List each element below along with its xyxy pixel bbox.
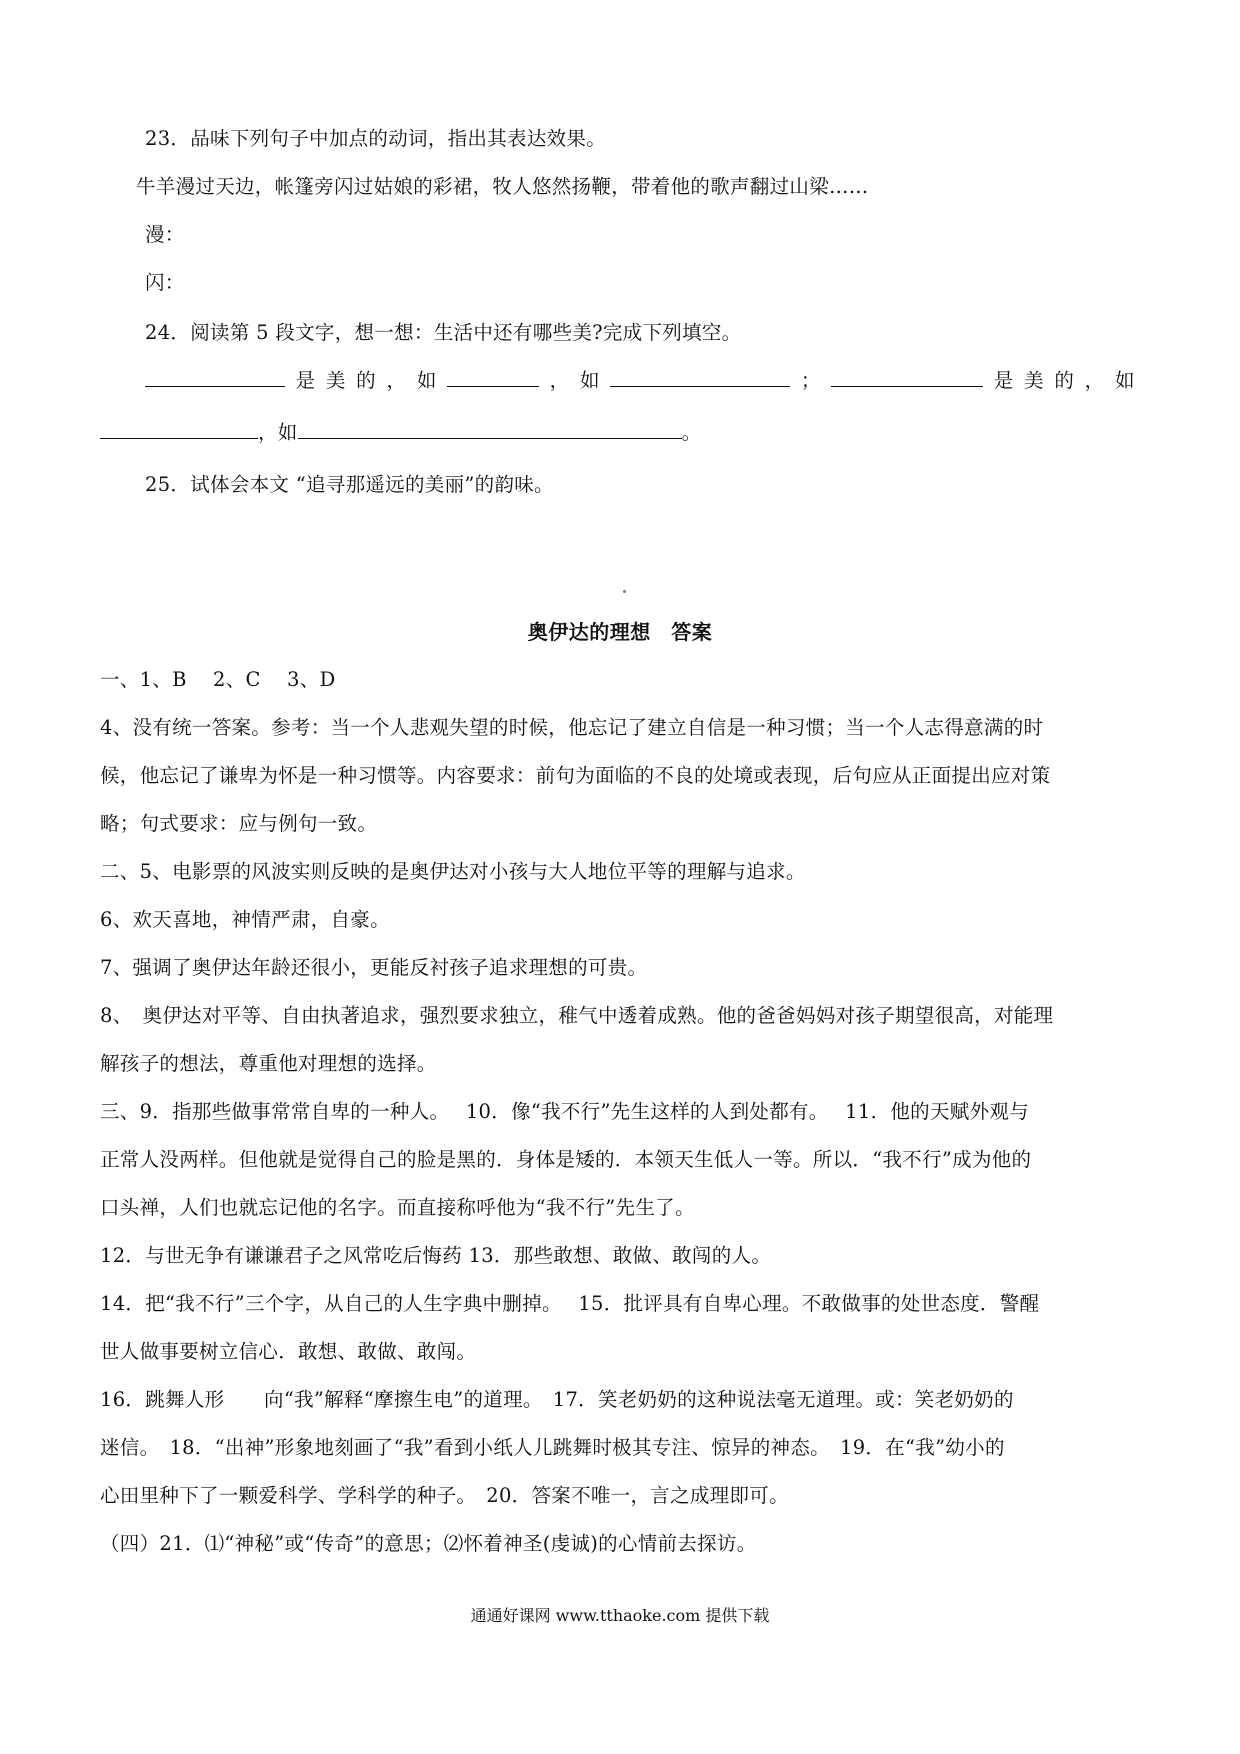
fill-blank[interactable] (100, 420, 258, 439)
answer-line: 一、1、B 2、C 3、D (100, 668, 336, 691)
q23-prompt: 23．品味下列句子中加点的动词，指出其表达效果。 (145, 127, 607, 150)
answer-line: 世人做事要树立信心．敢想、敢做、敢闯。 (100, 1340, 477, 1363)
fill-text: ，如 (258, 421, 298, 444)
q24-fill-line-1 (145, 366, 1135, 396)
answer-line: 6、欢天喜地，神情严肃，自豪。 (100, 908, 390, 931)
fill-char: 如 (1115, 369, 1135, 392)
answer-line: 14．把“我不行”三个字，从自己的人生字典中删掉。 15．批评具有自卑心理。不敢做事的处世态度．警醒 (100, 1292, 1040, 1315)
fill-char: ， (549, 369, 570, 392)
fill-char: ， (386, 369, 407, 392)
fill-blank[interactable] (145, 368, 285, 387)
answer-line: 三、9．指那些做事常常自卑的一种人。 10．像“我不行”先生这样的人到处都有。 11．他的天赋外观与 (100, 1100, 1029, 1123)
fill-blank[interactable] (831, 368, 983, 387)
q23-sentence: 牛羊漫过天边，帐篷旁闪过姑娘的彩裙，牧人悠然扬鞭，带着他的歌声翻过山梁…… (136, 175, 869, 198)
stray-dot (623, 590, 626, 593)
fill-char: 的 (1054, 369, 1075, 392)
q24-fill-line-2 (100, 418, 701, 448)
fill-char: 如 (416, 369, 437, 392)
fill-char: 是 (993, 369, 1014, 392)
answers-title: 奥伊达的理想 答案 (527, 620, 713, 644)
answer-line: 口头禅，人们也就忘记他的名字。而直接称呼他为“我不行”先生了。 (100, 1196, 695, 1219)
fill-blank[interactable] (298, 420, 682, 439)
answer-line: 8、 奥伊达对平等、自由执著追求，强烈要求独立，稚气中透着成熟。他的爸爸妈妈对孩子期望很高，对能理 (100, 1004, 1054, 1027)
answer-line: 心田里种下了一颗爱科学、学科学的种子。 20．答案不唯一，言之成理即可。 (100, 1484, 789, 1507)
fill-char: ， (1084, 369, 1105, 392)
answer-line: 略；句式要求：应与例句一致。 (100, 812, 378, 835)
answer-line: 迷信。 18．“出神”形象地刻画了“我”看到小纸人儿跳舞时极其专注、惊异的神态。 19．在“我”幼小的 (100, 1436, 1005, 1459)
q23-item-man: 漫： (145, 223, 185, 246)
page-footer: 通通好课网 www.tthaoke.com 提供下载 (470, 1606, 770, 1625)
fill-blank[interactable] (447, 368, 539, 387)
q24-prompt: 24．阅读第 5 段文字，想一想：生活中还有哪些美?完成下列填空。 (145, 321, 742, 344)
fill-char: 美 (1024, 369, 1044, 392)
fill-char: 的 (356, 369, 376, 392)
answer-line: 12．与世无争有谦谦君子之风常吃后悔药 13．那些敢想、敢做、敢闯的人。 (100, 1244, 772, 1267)
fill-char: ； (800, 369, 821, 392)
answer-line: 7、强调了奥伊达年龄还很小，更能反衬孩子追求理想的可贵。 (100, 956, 648, 979)
fill-char: 美 (325, 369, 346, 392)
answer-line: 二、5、电影票的风波实则反映的是奥伊达对小孩与大人地位平等的理解与追求。 (100, 860, 806, 883)
answer-line: 解孩子的想法，尊重他对理想的选择。 (100, 1052, 437, 1075)
q23-item-shan: 闪： (145, 271, 185, 294)
answer-line: 16．跳舞人形 向“我”解释“摩擦生电”的道理。 17．笑老奶奶的这种说法毫无道理。或：笑老奶奶的 (100, 1388, 1014, 1411)
fill-text: 。 (681, 421, 702, 444)
answer-line: （四）21．⑴“神秘”或“传奇”的意思；⑵怀着神圣(虔诚)的心情前去探访。 (100, 1532, 757, 1555)
answer-line: 正常人没两样。但他就是觉得自己的脸是黑的．身体是矮的．本领天生低人一等。所以．“我不行”成为他的 (100, 1148, 1032, 1171)
fill-blank[interactable] (610, 368, 790, 387)
q25-prompt: 25．试体会本文 “追寻那遥远的美丽”的韵味。 (145, 473, 554, 496)
fill-char: 是 (295, 369, 316, 392)
answer-line: 4、没有统一答案。参考：当一个人悲观失望的时候，他忘记了建立自信是一种习惯；当一个人志得意满的时 (100, 716, 1044, 739)
answer-line: 候，他忘记了谦卑为怀是一种习惯等。内容要求：前句为面临的不良的处境或表现，后句应从正面提出应对策 (100, 764, 1051, 787)
fill-char: 如 (580, 369, 600, 392)
